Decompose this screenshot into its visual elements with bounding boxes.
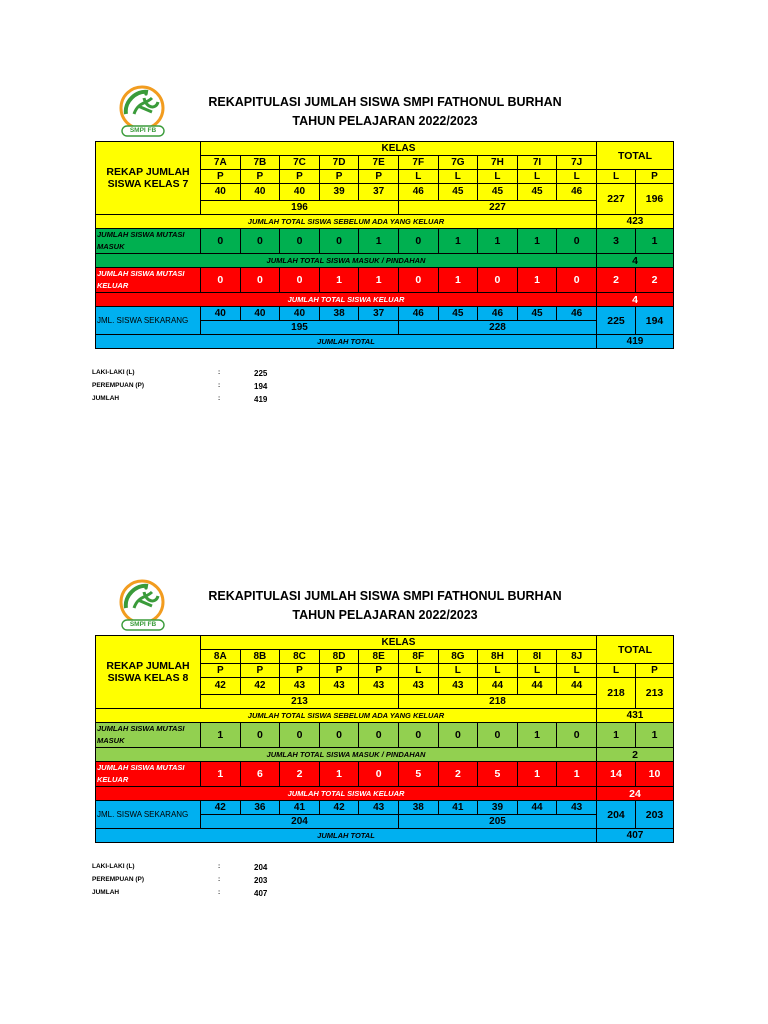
jumlah-total: 419 [597, 335, 674, 349]
class-gender: L [557, 664, 597, 678]
rekap-section-2 [0, 572, 768, 1002]
class-name: 8D [319, 650, 359, 664]
class-gender: L [438, 664, 478, 678]
keluar-p: 2 [636, 268, 674, 293]
masuk-count: 0 [319, 229, 359, 254]
sekarang-count: 45 [517, 307, 557, 321]
keluar-count: 5 [398, 762, 438, 787]
class-gender: L [398, 170, 438, 184]
masuk-count: 1 [478, 229, 518, 254]
keluar-count: 1 [319, 762, 359, 787]
sekarang-count: 43 [359, 801, 399, 815]
keluar-count: 1 [517, 762, 557, 787]
keluar-row [96, 762, 674, 787]
total-l-count: 227 [597, 184, 636, 215]
masuk-count: 1 [517, 723, 557, 748]
class-count: 39 [319, 184, 359, 201]
sekarang-group-p: 204 [201, 815, 399, 829]
summary-value: 419 [254, 395, 268, 404]
logo-caption: SMPI FB [129, 127, 157, 134]
group-total-p: 213 [201, 695, 399, 709]
rekap-section-1 [0, 78, 768, 508]
kelas-header: KELAS [201, 142, 597, 156]
sebelum-total: 431 [597, 709, 674, 723]
sekarang-group-p: 195 [201, 321, 399, 335]
sekarang-l: 204 [597, 801, 636, 829]
jumlah-total: 407 [597, 829, 674, 843]
class-gender: L [517, 664, 557, 678]
group-total-p: 196 [201, 201, 399, 215]
keluar-count: 2 [438, 762, 478, 787]
masuk-p: 1 [636, 229, 674, 254]
keluar-p: 10 [636, 762, 674, 787]
masuk-label: JUMLAH SISWA MUTASI MASUK [96, 229, 201, 254]
masuk-count: 1 [359, 229, 399, 254]
summary-key: JUMLAH [92, 889, 120, 896]
total-gender-l: L [597, 664, 636, 678]
keluar-count: 0 [359, 762, 399, 787]
header-row-kelas [96, 636, 674, 650]
keluar-count: 0 [557, 268, 597, 293]
class-name: 8J [557, 650, 597, 664]
masuk-row [96, 723, 674, 748]
class-gender: P [319, 664, 359, 678]
masuk-l: 1 [597, 723, 636, 748]
keluar-count: 6 [240, 762, 280, 787]
class-name: 7E [359, 156, 399, 170]
class-gender: L [517, 170, 557, 184]
summary-value: 194 [254, 382, 268, 391]
class-count: 44 [557, 678, 597, 695]
rekap-table [95, 141, 674, 349]
total-header: TOTAL [597, 142, 674, 170]
masuk-count: 0 [478, 723, 518, 748]
class-count: 44 [517, 678, 557, 695]
summary-value: 407 [254, 889, 268, 898]
sebelum-label: JUMLAH TOTAL SISWA SEBELUM ADA YANG KELUAR [96, 709, 597, 723]
class-count: 45 [517, 184, 557, 201]
rekap-label: REKAP JUMLAH SISWA KELAS 8 [96, 636, 201, 709]
summary-value: 203 [254, 876, 268, 885]
title-line-2: TAHUN PELAJARAN 2022/2023 [292, 608, 478, 622]
sekarang-count: 37 [359, 307, 399, 321]
sekarang-p: 194 [636, 307, 674, 335]
summary-colon: : [218, 889, 221, 896]
total-gender-p: P [636, 170, 674, 184]
sekarang-label: JML. SISWA SEKARANG [96, 307, 201, 335]
class-gender: P [201, 664, 241, 678]
masuk-p: 1 [636, 723, 674, 748]
masuk-sum-label: JUMLAH TOTAL SISWA MASUK / PINDAHAN [96, 748, 597, 762]
class-name: 7H [478, 156, 518, 170]
keluar-l: 2 [597, 268, 636, 293]
sekarang-count: 42 [319, 801, 359, 815]
keluar-sum-row [96, 787, 674, 801]
sekarang-count: 38 [398, 801, 438, 815]
keluar-total: 4 [597, 293, 674, 307]
keluar-sum-row [96, 293, 674, 307]
rekap-table [95, 635, 674, 843]
keluar-count: 1 [517, 268, 557, 293]
total-gender-p: P [636, 664, 674, 678]
keluar-count: 0 [201, 268, 241, 293]
class-gender: L [438, 170, 478, 184]
total-p-count: 213 [636, 678, 674, 709]
class-count: 43 [319, 678, 359, 695]
masuk-count: 0 [280, 229, 320, 254]
class-name: 8A [201, 650, 241, 664]
summary-colon: : [218, 863, 221, 870]
sekarang-l: 225 [597, 307, 636, 335]
header-row-kelas [96, 142, 674, 156]
class-name: 7C [280, 156, 320, 170]
sebelum-label: JUMLAH TOTAL SISWA SEBELUM ADA YANG KELUAR [96, 215, 597, 229]
masuk-count: 1 [201, 723, 241, 748]
masuk-count: 1 [438, 229, 478, 254]
summary-key: PEREMPUAN (P) [92, 876, 145, 883]
keluar-row [96, 268, 674, 293]
keluar-sum-label: JUMLAH TOTAL SISWA KELUAR [96, 787, 597, 801]
class-gender: P [201, 170, 241, 184]
class-name: 7G [438, 156, 478, 170]
title-line-1: REKAPITULASI JUMLAH SISWA SMPI FATHONUL BURHAN [208, 95, 562, 109]
sekarang-count: 46 [478, 307, 518, 321]
masuk-count: 0 [240, 723, 280, 748]
total-gender-l: L [597, 170, 636, 184]
sekarang-count: 41 [438, 801, 478, 815]
sebelum-row [96, 215, 674, 229]
class-gender: P [280, 170, 320, 184]
class-name: 8G [438, 650, 478, 664]
jumlah-total-row [96, 335, 674, 349]
masuk-count: 0 [319, 723, 359, 748]
sekarang-count: 45 [438, 307, 478, 321]
keluar-l: 14 [597, 762, 636, 787]
sekarang-group-l: 205 [398, 815, 596, 829]
masuk-total: 4 [597, 254, 674, 268]
class-gender: P [240, 664, 280, 678]
jumlah-total-label: JUMLAH TOTAL [96, 829, 597, 843]
keluar-count: 0 [478, 268, 518, 293]
keluar-label: JUMLAH SISWA MUTASI KELUAR [96, 762, 201, 787]
class-name: 7J [557, 156, 597, 170]
total-l-count: 218 [597, 678, 636, 709]
class-name: 7D [319, 156, 359, 170]
keluar-count: 2 [280, 762, 320, 787]
masuk-sum-row [96, 254, 674, 268]
masuk-count: 0 [557, 229, 597, 254]
group-total-l: 218 [398, 695, 596, 709]
class-name: 8E [359, 650, 399, 664]
class-name: 7I [517, 156, 557, 170]
class-count: 40 [201, 184, 241, 201]
class-name: 8F [398, 650, 438, 664]
summary-key: LAKI-LAKI (L) [92, 863, 135, 870]
class-gender: P [240, 170, 280, 184]
sekarang-row [96, 801, 674, 815]
summary-colon: : [218, 369, 221, 376]
class-count: 42 [240, 678, 280, 695]
school-logo [116, 84, 170, 138]
class-count: 42 [201, 678, 241, 695]
masuk-count: 1 [517, 229, 557, 254]
class-gender: L [557, 170, 597, 184]
masuk-l: 3 [597, 229, 636, 254]
keluar-sum-label: JUMLAH TOTAL SISWA KELUAR [96, 293, 597, 307]
sekarang-label: JML. SISWA SEKARANG [96, 801, 201, 829]
class-name: 8I [517, 650, 557, 664]
class-count: 46 [557, 184, 597, 201]
class-count: 43 [280, 678, 320, 695]
class-count: 46 [398, 184, 438, 201]
class-count: 37 [359, 184, 399, 201]
masuk-count: 0 [438, 723, 478, 748]
logo-caption: SMPI FB [129, 621, 157, 628]
sekarang-count: 44 [517, 801, 557, 815]
summary-colon: : [218, 382, 221, 389]
masuk-count: 0 [398, 229, 438, 254]
masuk-row [96, 229, 674, 254]
class-count: 40 [280, 184, 320, 201]
sekarang-count: 39 [478, 801, 518, 815]
rekap-label: REKAP JUMLAH SISWA KELAS 7 [96, 142, 201, 215]
sekarang-count: 43 [557, 801, 597, 815]
class-gender: L [478, 664, 518, 678]
keluar-label: JUMLAH SISWA MUTASI KELUAR [96, 268, 201, 293]
jumlah-total-row [96, 829, 674, 843]
class-name: 8C [280, 650, 320, 664]
class-count: 44 [478, 678, 518, 695]
masuk-count: 0 [359, 723, 399, 748]
summary-key: PEREMPUAN (P) [92, 382, 145, 389]
class-gender: P [280, 664, 320, 678]
keluar-count: 1 [359, 268, 399, 293]
class-name: 7B [240, 156, 280, 170]
sekarang-count: 42 [201, 801, 241, 815]
sekarang-count: 40 [201, 307, 241, 321]
summary-key: JUMLAH [92, 395, 120, 402]
masuk-label: JUMLAH SISWA MUTASI MASUK [96, 723, 201, 748]
class-gender: P [359, 664, 399, 678]
class-count: 43 [359, 678, 399, 695]
keluar-count: 0 [398, 268, 438, 293]
summary-colon: : [218, 876, 221, 883]
masuk-total: 2 [597, 748, 674, 762]
total-p-count: 196 [636, 184, 674, 215]
keluar-total: 24 [597, 787, 674, 801]
class-count: 40 [240, 184, 280, 201]
sekarang-count: 41 [280, 801, 320, 815]
masuk-count: 0 [398, 723, 438, 748]
class-gender: P [359, 170, 399, 184]
masuk-count: 0 [280, 723, 320, 748]
summary-colon: : [218, 395, 221, 402]
class-gender: P [319, 170, 359, 184]
sekarang-count: 46 [398, 307, 438, 321]
title-line-2: TAHUN PELAJARAN 2022/2023 [292, 114, 478, 128]
summary-value: 204 [254, 863, 268, 872]
keluar-count: 0 [240, 268, 280, 293]
sekarang-p: 203 [636, 801, 674, 829]
class-gender: L [478, 170, 518, 184]
class-name: 8B [240, 650, 280, 664]
keluar-count: 0 [280, 268, 320, 293]
sekarang-count: 46 [557, 307, 597, 321]
class-name: 7A [201, 156, 241, 170]
masuk-count: 0 [557, 723, 597, 748]
class-name: 8H [478, 650, 518, 664]
sekarang-count: 40 [240, 307, 280, 321]
keluar-count: 1 [319, 268, 359, 293]
keluar-count: 5 [478, 762, 518, 787]
keluar-count: 1 [438, 268, 478, 293]
class-count: 43 [438, 678, 478, 695]
kelas-header: KELAS [201, 636, 597, 650]
class-count: 45 [438, 184, 478, 201]
masuk-sum-label: JUMLAH TOTAL SISWA MASUK / PINDAHAN [96, 254, 597, 268]
keluar-count: 1 [557, 762, 597, 787]
summary-key: LAKI-LAKI (L) [92, 369, 135, 376]
sekarang-count: 38 [319, 307, 359, 321]
masuk-count: 0 [201, 229, 241, 254]
keluar-count: 1 [201, 762, 241, 787]
sekarang-group-l: 228 [398, 321, 596, 335]
sebelum-total: 423 [597, 215, 674, 229]
class-name: 7F [398, 156, 438, 170]
masuk-sum-row [96, 748, 674, 762]
class-gender: L [398, 664, 438, 678]
summary-value: 225 [254, 369, 268, 378]
title-line-1: REKAPITULASI JUMLAH SISWA SMPI FATHONUL BURHAN [208, 589, 562, 603]
sekarang-count: 36 [240, 801, 280, 815]
sekarang-row [96, 307, 674, 321]
school-logo [116, 578, 170, 632]
sekarang-count: 40 [280, 307, 320, 321]
masuk-count: 0 [240, 229, 280, 254]
jumlah-total-label: JUMLAH TOTAL [96, 335, 597, 349]
group-total-l: 227 [398, 201, 596, 215]
total-header: TOTAL [597, 636, 674, 664]
class-count: 45 [478, 184, 518, 201]
class-count: 43 [398, 678, 438, 695]
sebelum-row [96, 709, 674, 723]
